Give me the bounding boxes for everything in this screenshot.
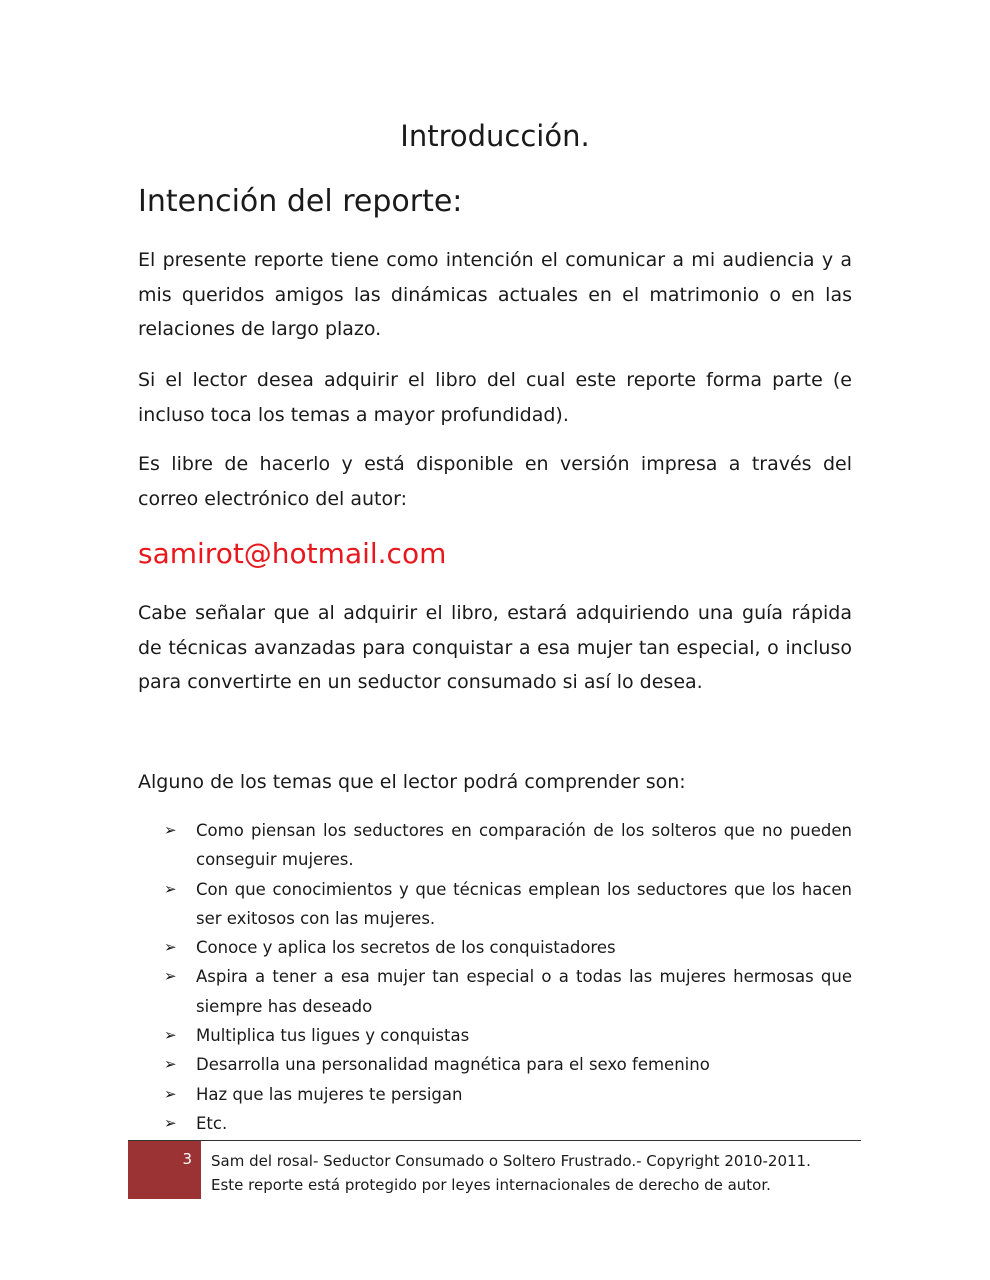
list-item-text: Haz que las mujeres te persigan	[196, 1084, 463, 1104]
footer-line-2: Este reporte está protegido por leyes internacionales de derecho de autor.	[211, 1176, 771, 1194]
topics-list	[164, 816, 852, 1138]
list-intro: Alguno de los temas que el lector podrá comprender son:	[138, 771, 686, 793]
list-item	[164, 962, 852, 1021]
list-item-text: Con que conocimientos y que técnicas emplean los seductores que los hacen ser exitosos con las mujeres.	[196, 879, 852, 928]
footer-line-1: Sam del rosal- Seductor Consumado o Soltero Frustrado.- Copyright 2010-2011.	[211, 1152, 811, 1170]
list-item-text: Como piensan los seductores en comparación de los solteros que no pueden conseguir mujeres.	[196, 821, 852, 870]
paragraph-benefits: Cabe señalar que al adquirir el libro, estará adquiriendo una guía rápida de técnicas avanzadas para conquistar a esa mujer tan especial, o incluso para convertirte en un seductor consumado si así lo desea.	[138, 602, 852, 693]
arrow-bullet-icon: ➢	[164, 1084, 177, 1103]
list-item-text: Aspira a tener a esa mujer tan especial o a todas las mujeres hermosas que siempre has deseado	[196, 967, 852, 1016]
list-item-text: Etc.	[196, 1113, 228, 1133]
arrow-bullet-icon: ➢	[164, 821, 177, 839]
paragraph-intention: El presente reporte tiene como intención el comunicar a mi audiencia y a mis queridos amigos las dinámicas actuales en el matrimonio o en las relaciones de largo plazo.	[138, 249, 852, 340]
list-item	[164, 816, 852, 875]
list-item	[164, 1109, 852, 1138]
list-item	[164, 1080, 852, 1109]
list-item-text: Desarrolla una personalidad magnética para el sexo femenino	[196, 1055, 710, 1075]
page-title: Introducción.	[400, 119, 590, 153]
list-item	[164, 1050, 852, 1079]
list-item	[164, 1021, 852, 1050]
section-heading: Intención del reporte:	[138, 184, 463, 219]
arrow-bullet-icon: ➢	[164, 879, 177, 898]
footer-divider	[128, 1140, 861, 1141]
paragraph-availability: Es libre de hacerlo y está disponible en versión impresa a través del correo electrónico del autor:	[138, 453, 852, 510]
arrow-bullet-icon: ➢	[164, 1055, 177, 1074]
author-email-link[interactable]: samirot@hotmail.com	[138, 537, 447, 570]
page-number: 3	[182, 1150, 192, 1168]
page-number-box	[128, 1141, 201, 1199]
list-item-text: Multiplica tus ligues y conquistas	[196, 1026, 470, 1046]
list-item-text: Conoce y aplica los secretos de los conquistadores	[196, 938, 616, 958]
arrow-bullet-icon: ➢	[164, 938, 177, 957]
arrow-bullet-icon: ➢	[164, 1026, 177, 1045]
footer-copyright	[211, 1149, 851, 1197]
paragraph-book: Si el lector desea adquirir el libro del cual este reporte forma parte (e incluso toca los temas a mayor profundidad).	[138, 369, 852, 426]
list-item	[164, 875, 852, 934]
list-item	[164, 933, 852, 962]
arrow-bullet-icon: ➢	[164, 967, 177, 986]
arrow-bullet-icon: ➢	[164, 1113, 177, 1132]
